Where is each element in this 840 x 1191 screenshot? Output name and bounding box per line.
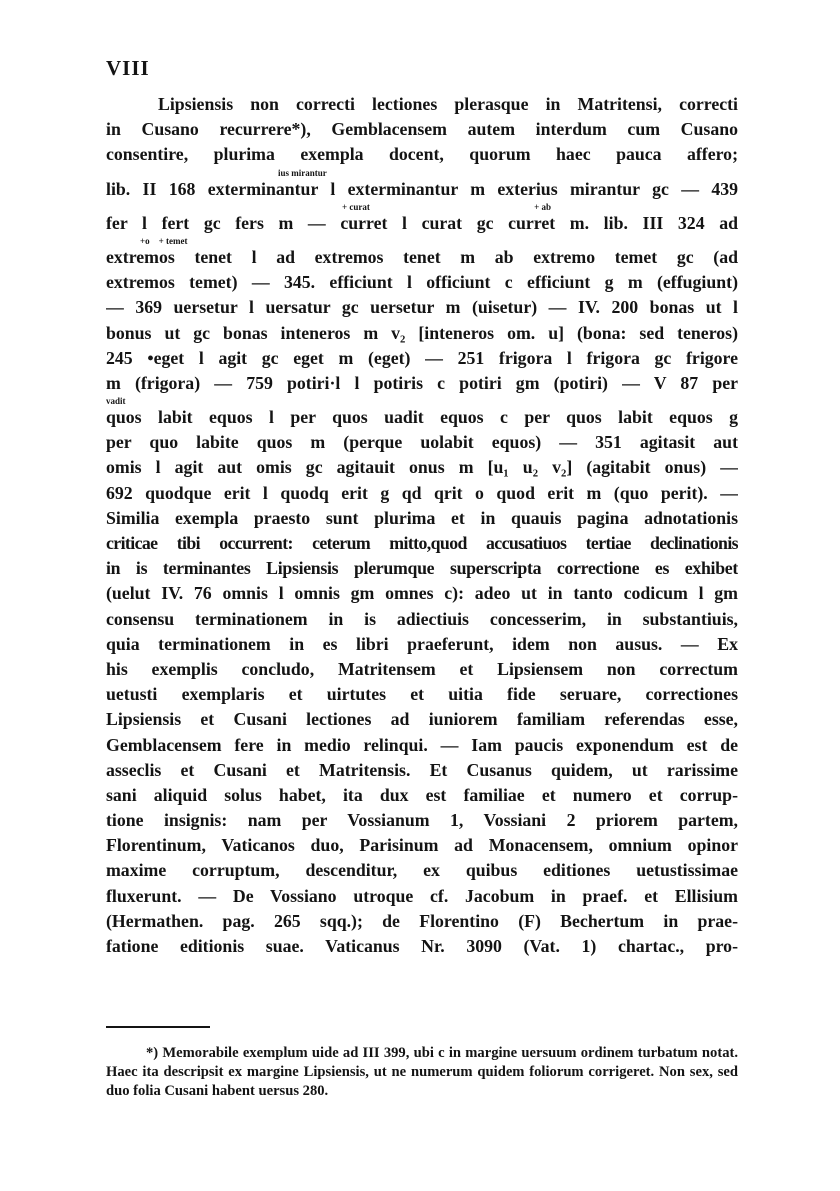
text-line: quia terminationem in es libri praeferunt, idem non ausus. — Ex xyxy=(106,633,738,654)
text-line: tione insignis: nam per Vossianum 1, Vossiani 2 priorem partem, xyxy=(106,810,738,831)
text-line: consentire, plurima exempla docent, quorum haec pauca affero; xyxy=(106,144,738,165)
text-line: quos labit equos l per quos uadit equos c per quos labit equos g xyxy=(106,407,738,428)
text-line: consensu terminationem in is adiectiuis concesserim, in substantiuis, xyxy=(106,608,738,629)
text-line: 692 quodque erit l quodq erit g qd qrit o quod erit m (quo perit). — xyxy=(106,482,738,503)
interlinear-gloss: + curat + ab xyxy=(342,201,552,212)
text-line: fatione editionis suae. Vaticanus Nr. 3090 (Vat. 1) chartac., pro- xyxy=(106,936,738,956)
text-line: uetusti exemplaris et uirtutes et uitia fide seruare, correctiones xyxy=(106,684,738,705)
text-line: fluxerunt. — De Vossiano utroque cf. Jacobum in praef. et Ellisium xyxy=(106,885,738,906)
main-text xyxy=(106,92,738,959)
interlinear-gloss: +o + temet xyxy=(140,235,188,246)
text-line: (uelut IV. 76 omnis l omnis gm omnes c): adeo ut in tanto codicum l gm xyxy=(106,583,738,604)
text-line: sani aliquid solus habet, ita dux est familiae et numero et corrup- xyxy=(106,784,738,805)
text-line: his exemplis concludo, Matritensem et Lipsiensem non correctum xyxy=(106,658,738,679)
interlinear-gloss: vadit xyxy=(106,396,126,407)
footnote-rule xyxy=(106,1026,210,1028)
text-line: m (frigora) — 759 potiri·l l potiris c potiri gm (potiri) — V 87 per xyxy=(106,372,738,393)
text-line: Similia exempla praesto sunt plurima et in quauis pagina adnotationis xyxy=(106,507,738,528)
text-line: lib. II 168 exterminantur l exterminantur m exterius mirantur gc — 439 xyxy=(106,178,738,199)
text-line: maxime corruptum, descenditur, ex quibus editiones uetustissimae xyxy=(106,860,738,881)
text-line: — 369 uersetur l uersatur gc uersetur m (uisetur) — IV. 200 bonas ut l xyxy=(106,297,738,318)
footnote-text: *) Memorabile exemplum uide ad III 399, ubi c in margine uersuum ordinem turbatum notat. Haec ita descripsit ex margine Lipsiensis, ut ne numerum quidem foliorum corrigeret. Non sex, sed duo folia Cusani habent uersus 280. xyxy=(106,1045,738,1099)
text-line: bonus ut gc bonas inteneros m v₂ [inteneros om. u] (bona: sed teneros) xyxy=(106,322,738,343)
text-line: (Hermathen. pag. 265 sqq.); de Florentino (F) Bechertum in prae- xyxy=(106,910,738,931)
page-number: VIII xyxy=(106,56,150,80)
text-line: Lipsiensis non correcti lectiones plerasque in Matritensi, correcti xyxy=(158,94,738,114)
text-line: omis l agit aut omis gc agitauit onus m [u₁ u₂ v₂] (agitabit onus) — xyxy=(106,457,738,478)
text-line: fer l fert gc fers m — curret l curat gc curret m. lib. III 324 ad xyxy=(106,212,738,233)
text-line: extremos tenet l ad extremos tenet m ab extremo temet gc (ad xyxy=(106,246,738,267)
text-line: asseclis et Cusani et Matritensis. Et Cusanus quidem, ut rarissime xyxy=(106,759,738,780)
text-line: 245 •eget l agit gc eget m (eget) — 251 frigora l frigora gc frigore xyxy=(106,347,738,368)
text-line: Florentinum, Vaticanos duo, Parisinum ad Monacensem, omnium opinor xyxy=(106,835,738,856)
text-line: extremos temet) — 345. efficiunt l officiunt c efficiunt g m (effugiunt) xyxy=(106,272,738,293)
text-line: in is terminantes Lipsiensis plerumque superscripta correctione es exhibet xyxy=(106,558,738,579)
footnote xyxy=(106,1044,738,1101)
text-line: per quo labite quos m (perque uolabit equos) — 351 agitasit aut xyxy=(106,432,738,453)
interlinear-gloss: ius mirantur xyxy=(278,167,327,178)
text-line: criticae tibi occurrent: ceterum mitto,quod accusatiuos tertiae declinationis xyxy=(106,533,738,553)
text-line: in Cusano recurrere*), Gemblacensem autem interdum cum Cusano xyxy=(106,119,738,140)
text-line: Gemblacensem fere in medio relinqui. — Iam paucis exponendum est de xyxy=(106,734,738,755)
text-line: Lipsiensis et Cusani lectiones ad iuniorem familiam referendas esse, xyxy=(106,709,738,730)
